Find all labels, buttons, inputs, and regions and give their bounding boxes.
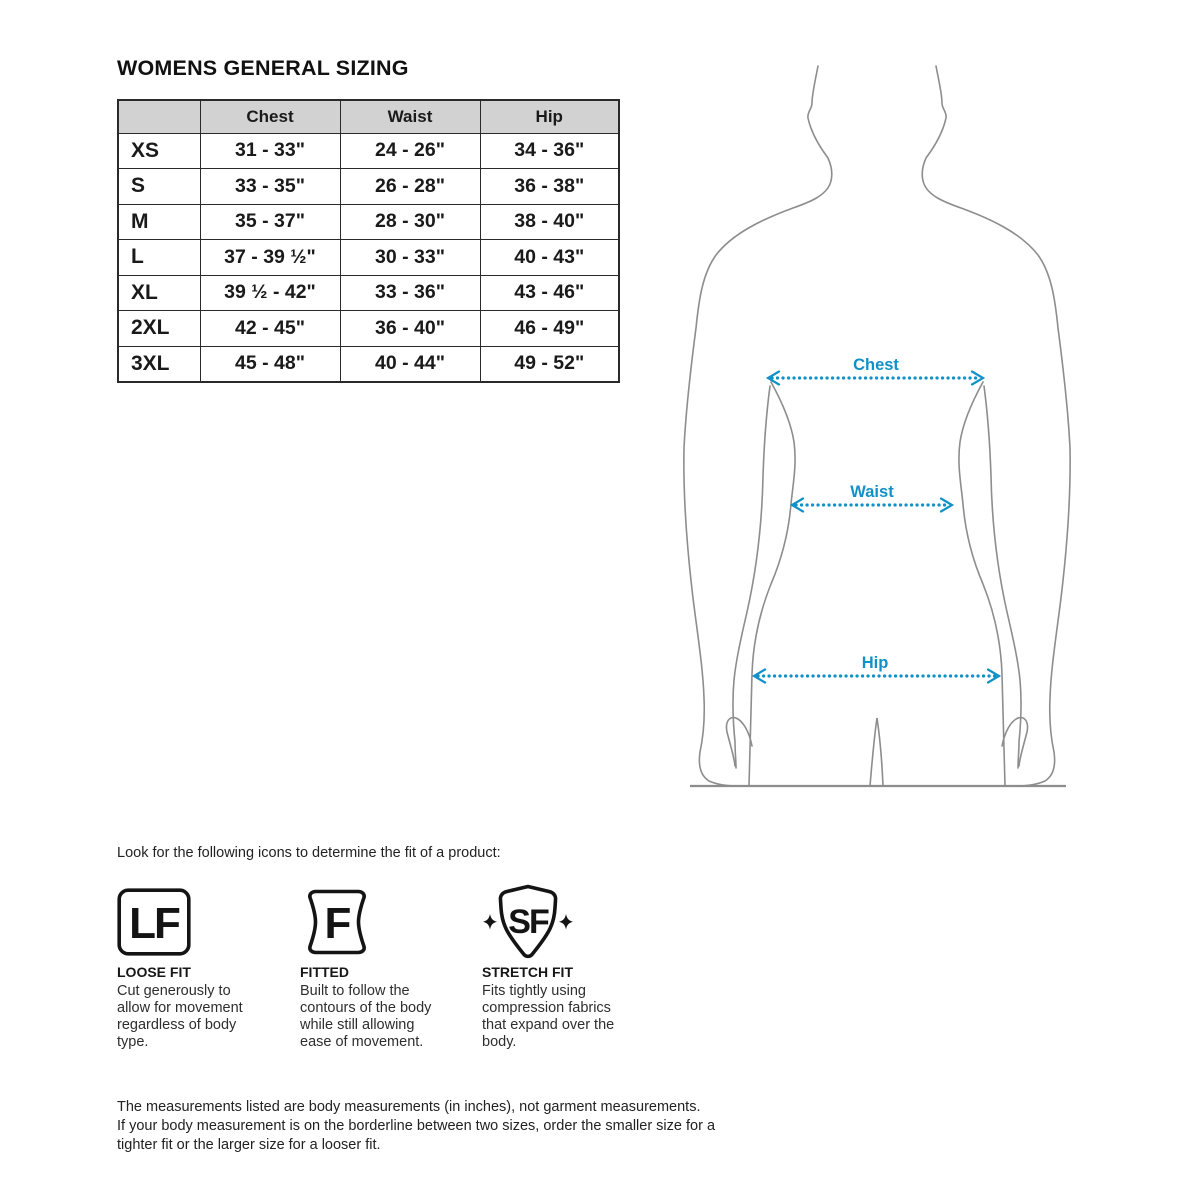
chest-measure-arrow <box>768 356 983 385</box>
fit-column-loose <box>117 884 300 1051</box>
stretch-fit-icon <box>482 884 574 962</box>
chest-arrow-label: Chest <box>853 356 899 374</box>
footnote-line-2: If your body measurement is on the borderline between two sizes, order the smaller size for a tighter fit or the larger size for a looser fit. <box>117 1118 716 1153</box>
fit-description: Built to follow the contours of the body while still allowing ease of movement. <box>300 983 432 1050</box>
table-row <box>118 275 619 311</box>
size-label: M <box>118 204 200 240</box>
table-row <box>118 346 619 382</box>
chest-value: 37 - 39 ½" <box>200 240 340 276</box>
stretch-diamond-left <box>483 914 497 930</box>
hip-value: 38 - 40" <box>480 204 619 240</box>
waist-arrow-label: Waist <box>850 483 894 501</box>
size-table <box>117 99 620 383</box>
column-header-hip: Hip <box>480 100 619 133</box>
size-column-header-blank <box>118 100 200 133</box>
hip-value: 36 - 38" <box>480 169 619 205</box>
table-row <box>118 204 619 240</box>
waist-value: 24 - 26" <box>340 133 480 169</box>
hip-value: 43 - 46" <box>480 275 619 311</box>
svg-text:SF: SF <box>508 903 548 941</box>
waist-value: 30 - 33" <box>340 240 480 276</box>
waist-measure-arrow <box>792 483 952 512</box>
hip-value: 49 - 52" <box>480 346 619 382</box>
fit-column-stretch <box>482 884 682 1051</box>
size-label: 2XL <box>118 311 200 347</box>
chest-value: 35 - 37" <box>200 204 340 240</box>
fit-types-section <box>117 884 682 1051</box>
chest-value: 39 ½ - 42" <box>200 275 340 311</box>
table-row <box>118 169 619 205</box>
chest-value: 33 - 35" <box>200 169 340 205</box>
hip-arrow-label: Hip <box>861 654 889 672</box>
table-row <box>118 311 619 347</box>
fit-name: STRETCH FIT <box>482 964 573 980</box>
svg-text:LF: LF <box>129 899 179 948</box>
footnote-line-1: The measurements listed are body measurements (in inches), not garment measurements. <box>117 1099 701 1115</box>
waist-value: 33 - 36" <box>340 275 480 311</box>
size-label: S <box>118 169 200 205</box>
chest-value: 42 - 45" <box>200 311 340 347</box>
fit-description: Cut generously to allow for movement regardless of body type. <box>117 983 243 1050</box>
fit-description: Fits tightly using compression fabrics that expand over the body. <box>482 983 615 1050</box>
hip-value: 34 - 36" <box>480 133 619 169</box>
fit-intro-text: Look for the following icons to determine the fit of a product: <box>117 845 501 861</box>
size-label: XL <box>118 275 200 311</box>
table-row <box>118 240 619 276</box>
loose-fit-icon <box>117 888 191 956</box>
size-label: L <box>118 240 200 276</box>
size-table-header-row <box>118 100 619 133</box>
hip-value: 40 - 43" <box>480 240 619 276</box>
waist-value: 36 - 40" <box>340 311 480 347</box>
fit-name: LOOSE FIT <box>117 964 191 980</box>
fit-column-fitted <box>300 884 482 1051</box>
column-header-waist: Waist <box>340 100 480 133</box>
fit-name: FITTED <box>300 964 349 980</box>
chest-value: 31 - 33" <box>200 133 340 169</box>
waist-value: 26 - 28" <box>340 169 480 205</box>
stretch-diamond-right <box>559 914 573 930</box>
column-header-chest: Chest <box>200 100 340 133</box>
body-measurement-diagram <box>660 40 1180 810</box>
hip-value: 46 - 49" <box>480 311 619 347</box>
page-title: WOMENS GENERAL SIZING <box>117 56 409 80</box>
size-label: 3XL <box>118 346 200 382</box>
waist-value: 40 - 44" <box>340 346 480 382</box>
size-label: XS <box>118 133 200 169</box>
waist-value: 28 - 30" <box>340 204 480 240</box>
chest-value: 45 - 48" <box>200 346 340 382</box>
svg-text:F: F <box>324 899 350 948</box>
body-outline-figure <box>660 40 1180 810</box>
measurement-footnote <box>117 1098 731 1155</box>
hip-measure-arrow <box>754 654 999 683</box>
fitted-icon <box>300 888 374 956</box>
table-row <box>118 133 619 169</box>
body-silhouette <box>684 66 1070 786</box>
